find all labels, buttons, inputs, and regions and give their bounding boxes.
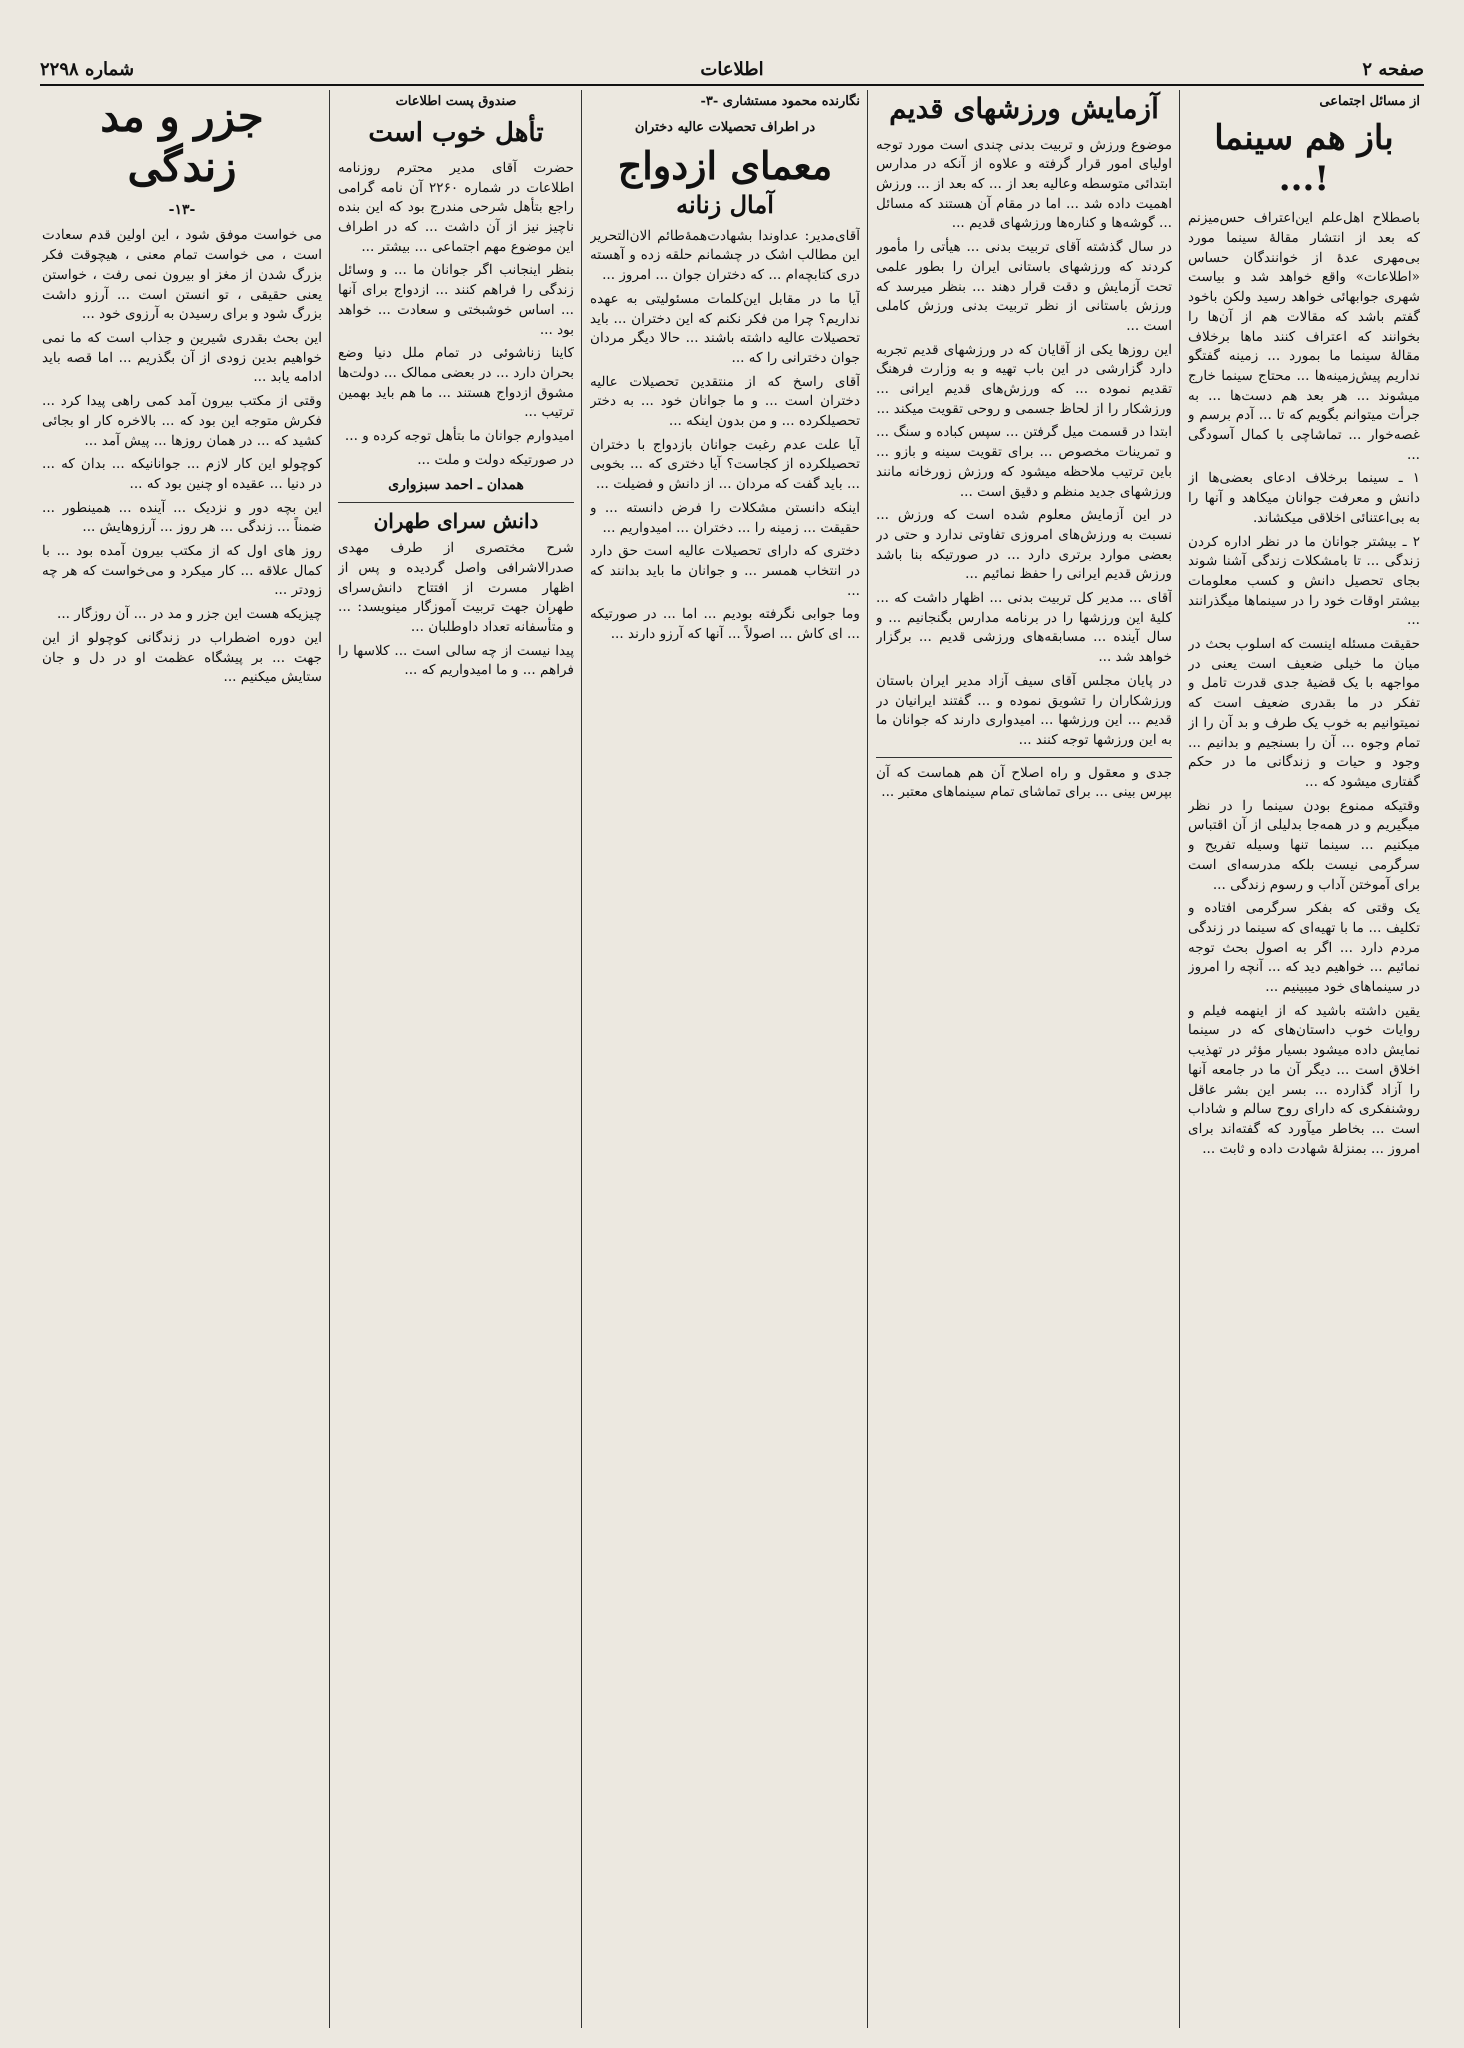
article-paragraph: دختری که دارای تحصیلات عالیه است حق دارد در انتخاب همسر ... و جوانان ما باید بدانند که ...: [590, 543, 860, 599]
column-marriage: [590, 90, 860, 2028]
article-divider: [338, 502, 574, 503]
column-social-cinema: [1188, 90, 1420, 2028]
article-paragraph: وقتیکه ممنوع بودن سینما را در نظر میگیریم و در همه‌جا بدلیلی از آن اقتباس میکنیم ... سینما تنها وسیله تفریح و سرگرمی نیست بلکه مدرسه‌ای است برای آموختن آداب و رسوم زندگی ...: [1188, 797, 1420, 893]
article-paragraph: ابتدا در قسمت میل گرفتن ... سپس کباده و سنگ ... و تمرینات مخصوص ... برای تقویت سینه و بازو ... باین ترتیب ملاحظه میشود که ورزش زورخانه مانند ورزشهای جدید منظم و دقیق است ...: [876, 424, 1172, 500]
column-mailbox: [338, 90, 574, 2028]
article-paragraph: وما جوابی نگرفته بودیم ... اما ... در صورتیکه ... ای کاش ... اصولاً ... آنها که آرزو دارند ...: [590, 606, 860, 643]
article-paragraph: حقیقت مسئله اینست که اسلوب بحث در میان ما خیلی ضعیف است یعنی در مواجهه با یک قضیۀ جدی قدرت تامل و تفکر در ما بقدری ضعیف است که نمیتوانیم به خوب یک طرف و بد آن را از تمام وجوه ... آن را بسنجیم و بدانیم ... وجود و حیات و زندگانی ما در حکم گفتاری میشود که ...: [1188, 636, 1420, 790]
article-paragraph: کاینا زناشوئی در تمام ملل دنیا وضع بحران دارد ... در بعضی ممالک ... دولت‌ها مشوق ازدواج هستند ... ما هم باید بهمین ترتیب ...: [338, 345, 574, 421]
article-paragraph: موضوع ورزش و تربیت بدنی چندی است مورد توجه اولیای امور قرار گرفته و علاوه از آنکه در مدارس ابتدائی متوسطه وعالیه بعد از ... که بعد از ... ورزش اهمیت داده شد ... اما در مقام آن هستند که مسائل ... گوشه‌ها و کناره‌ها ورزشهای قدیم ...: [876, 136, 1172, 232]
article-paragraph: آقای ... مدیر کل تربیت بدنی ... اظهار داشت که ... کلیۀ این ورزشها را در برنامه مدارس بگنجانیم ... و سال آینده ... مسابقه‌های ورزشی قدیم ... برگزار خواهد شد ...: [876, 590, 1172, 666]
article-paragraph: آقای راسخ که از منتقدین تحصیلات عالیه دختران است ... و ما جوانان خود ... به دختر تحصیلکرده ... و من بدون اینکه ...: [590, 373, 860, 430]
article-signature: همدان ـ احمد سبزواری: [388, 477, 524, 494]
article-paragraph: در سال گذشته آقای تربیت بدنی ... هیأتی را مأمور کردند که ورزشهای باستانی ایران را بطور علمی تحت آزمایش و دقت قرار دهند ... بنظر میرسد که ورزش باستانی از نظر تربیت بدنی ورزش کاملی است ...: [876, 239, 1172, 334]
newspaper-name: اطلاعات: [700, 59, 764, 80]
column-serial-story: [42, 90, 322, 2028]
article-paragraph: روز های اول که از مکتب بیرون آمده بود ... با کمال علاقه ... کار میکرد و می‌خواست که هر چه زودتر ...: [42, 543, 322, 599]
article-paragraph: جدی و معقول و راه اصلاح آن هم هماست که آن بپرس بینی ... برای تماشای تمام سینماهای معتبر ...: [876, 764, 1172, 801]
article-title: معمای ازدواج: [617, 143, 833, 189]
article-paragraph: یک وقتی که بفکر سرگرمی افتاده و تکلیف ... ما با تهیه‌ای که سینما در زندگی مردم دارد ... اگر به اصول بحث توجه نمائیم ... خواهیم دید که ... آنچه را امروز در سینماهای خود میبینیم ...: [1188, 900, 1420, 996]
column-divider: [867, 90, 868, 2028]
column-divider: [329, 90, 330, 2028]
issue-number: شماره ۲۲۹۸: [40, 59, 135, 80]
page-header: [40, 58, 1424, 86]
column-kicker: صندوق پست اطلاعات: [395, 94, 517, 109]
article-paragraph: ۲ ـ بیشتر جوانان ما در نظر اداره کردن زندگی ... تا بامشکلات زندگی آشنا شوند بجای تحصیل دانش و کسب معلومات بیشتر اوقات خود را در سینماها میگذرانند ...: [1188, 533, 1420, 629]
article-subtitle: آمال زنانه: [676, 190, 774, 219]
article-divider: [876, 757, 1172, 758]
episode-number: -۱۳-: [168, 201, 196, 218]
article-subkicker: در اطراف تحصیلات عالیه دختران: [634, 119, 816, 135]
article-paragraph: آیا علت عدم رغبت جوانان بازدواج با دختران تحصیلکرده از کجاست؟ آیا دختری که ... بخوبی ... باید گفت که مردان ... از دانش و فضیلت ...: [590, 436, 860, 493]
article-title: تأهل خوب است: [368, 117, 544, 148]
article-title: دانش سرای طهران: [373, 509, 539, 534]
article-paragraph: چیزیکه هست این جزر و مد در ... آن روزگار ...: [57, 606, 322, 623]
article-paragraph: امیدوارم جوانان ما بتأهل توجه کرده و ...: [344, 428, 574, 445]
article-paragraph: در این آزمایش معلوم شده است که ورزش ... نسبت به ورزش‌های امروزی تفاوتی ندارد و حتی در بعضی موارد برتری دارد ... در صورتیکه بنا باشد ورزش قدیم ایرانی را حفظ نمائیم ...: [876, 507, 1172, 583]
column-divider: [581, 90, 582, 2028]
article-paragraph: پیدا‌ نیست از چه سالی است ... کلاسها را فراهم ... و ما امیدواریم که ...: [338, 642, 574, 679]
article-paragraph: آقای‌مدیر: عداوندا بشهادت‌همۀطائم الان‌التحریر این مطالب اشک در چشمانم حلقه زده و آهسته دری کتابچه‌ام ... که دختران جوان ... امروز ...: [590, 227, 860, 284]
article-title: آزمایش ورزشهای قدیم: [889, 92, 1159, 125]
article-paragraph: یقین داشته باشید که از اینهمه فیلم و روایات خوب داستان‌های که در سینما نمایش داده میشود بسیار مؤثر در تهذیب اخلاق است ... دیگر آن ما در جامعه آنها را آزاد گذارده ... بسر این بشر عاقل روشنفکری که دارای روح سالم و شاداب است ... بخاطر میآورد که گفته‌اند برای امروز ... بمنزلۀ شهادت داده و ثابت ...: [1188, 1002, 1420, 1157]
article-paragraph: این روزها یکی از آقایان که در ورزشهای قدیم تجربه دارد گزارشی در این باب تهیه و به وزارت فرهنگ تقدیم نموده ... که ورزش‌های قدیم ایرانی ... ورزشکار را از لحاظ جسمی و روحی تقویت میکند ...: [876, 341, 1172, 417]
article-paragraph: ۱ ـ سینما برخلاف ادعای بعضی‌ها از دانش و معرفت جوانان میکاهد و آنها را به بی‌اعتنائی اخلاقی میکشاند.: [1188, 470, 1420, 526]
article-title: جزر و مد زندگی: [100, 92, 264, 192]
article-paragraph: شرح مختصری از طرف مهدی صدرالاشرافی واصل گردیده و پس از اظهار مسرت از افتتاح دانش‌سرای طهران جهت تربیت آموزگار مینویسد: ... و متأسفانه تعداد داوطلبان ...: [338, 540, 574, 635]
column-divider: [1179, 90, 1180, 2028]
page-number: صفحه ۲: [1362, 59, 1424, 80]
article-paragraph: می خواست موفق شود ، این اولین قدم سعادت است ، می خواست تمام معنی ، هیچوقت فکر بزرگ شدن از مغز او بیرون نمی رفت ، خواستن یعنی حقیقی ، تو انستن است ... آرزو داشت بزرگ شود و برای رسیدن به آرزوی خود ...: [42, 227, 322, 323]
article-paragraph: این دوره اضطراب در زندگانی کوچولو از این جهت ... بر پیشگاه عظمت او در دل و جان ستایش میکنیم ...: [42, 629, 322, 686]
column-kicker: نگارنده محمود مستشاری -۳-: [700, 94, 860, 109]
article-title: باز هم سینما !...: [1214, 117, 1394, 199]
article-paragraph: کوچولو این کار لازم ... جوانانیکه ... بدان که ... در دنیا ... عقیده او چنین بود که ...: [42, 456, 322, 492]
article-paragraph: این بچه دور و نزدیک ... آینده ... همینطور ... ضمناً ... زندگی ... هر روز ... آرزوهایش ...: [42, 499, 322, 536]
column-old-sports: [876, 90, 1172, 2028]
article-paragraph: آیا ما در مقابل این‌کلمات مسئولیتی به عهده نداریم؟ چرا من فکر نکنم که این دختران ... باید تحصیلات عالیه داشته باشند ... حالا دیگر مردان جوان دخترانی را که ...: [590, 290, 860, 366]
article-paragraph: اینکه دانستن مشکلات را فرض دانسته ... و حقیقت ... زمینه را ... دختران ... امیدواریم ...: [590, 499, 860, 536]
article-paragraph: بنظر اینجانب اگر جوانان ما ... و وسائل زندگی را فراهم کنند ... ازدواج برای آنها ... اساس خوشبختی و سعادت ... خواهد بود ...: [338, 262, 574, 338]
article-paragraph: وقتی از مکتب بیرون آمد کمی راهی پیدا کرد ... فکرش متوجه این بود که ... بالاخره کار او بجائی کشید که ... در همان روزها ... پیش آمد ...: [42, 393, 322, 449]
article-paragraph: در پایان مجلس آقای سیف آزاد مدیر ایران باستان ورزشکاران را تشویق نموده و ... گفتند ایرانیان در قدیم ... این ورزشها ... امیدواری دارند که جوانان ما به این ورزشها توجه کنند ...: [876, 672, 1172, 748]
article-paragraph: این بحث بقدری شیرین و جذاب است که ما نمی خواهیم بدین زودی از آن بگذریم ... اما قصه باید ادامه یابد ...: [42, 330, 322, 386]
article-paragraph: حضرت آقای مدیر محترم روزنامه اطلاعات در شماره ۲۲۶۰ آن نامه گرامی راجع بتأهل شرحی مندرج بود که این بنده ناچیز نیز از آن داشت ... که در اطراف این موضوع مهم اجتماعی ... بیشتر ...: [338, 159, 574, 255]
article-paragraph: باصطلاح اهل‌علم این‌اعتراف حس‌میزنم که بعد از انتشار مقالۀ سینما مورد بی‌مهری عدۀ از خوانندگان حساس «اطلاعات» واقع خواهد شد و بیاست شهری جوابهائی خواهد رسید ولکن باخود گفتم باشد که مقالات هم از آن‌ها را بخوانند که اعتراف کنند ماها برخلاف مقالۀ سینما ما بمورد ... زمینه گفتگو نداریم پیش‌زمینه‌ها ... محتاج سینما خارج میشوند ... هر بعد هم دست‌ها ... به جرأت میتوانم بگویم که تا ... آدم برسم و غصه‌خوار ... تماشاچی با کمال آسودگی ...: [1188, 210, 1420, 463]
article-paragraph: در صورتیکه دولت و ملت ...: [417, 451, 574, 468]
column-kicker: از مسائل اجتماعی: [1319, 94, 1420, 109]
